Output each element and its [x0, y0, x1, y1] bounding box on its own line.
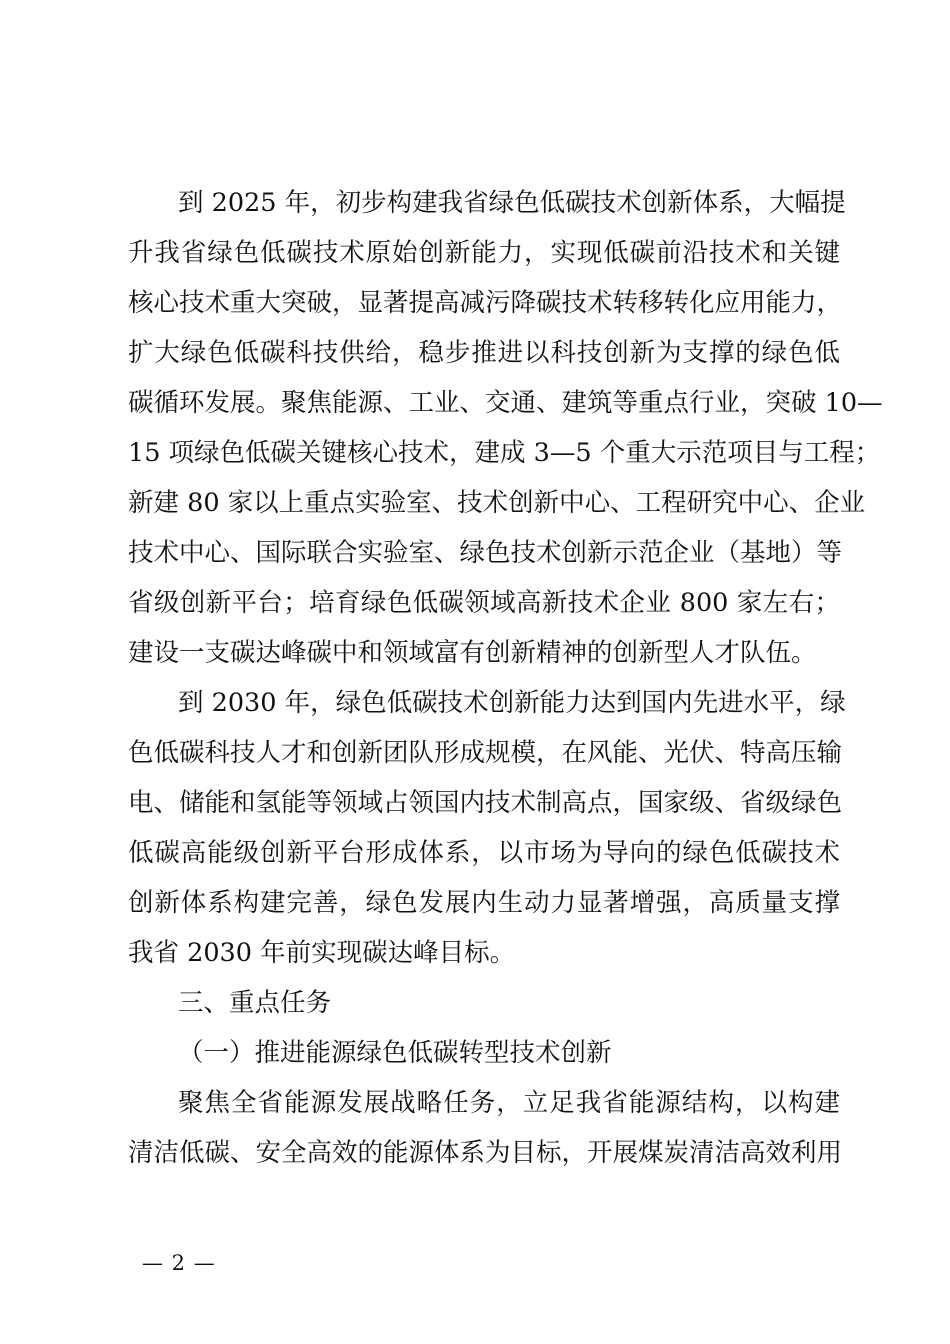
- paragraph-2030-line-3: 电、储能和氢能等领域占领国内技术制高点，国家级、省级绿色: [128, 788, 843, 818]
- paragraph-2025-line-5: 碳循环发展。聚焦能源、工业、交通、建筑等重点行业，突破 10—: [128, 388, 883, 418]
- page-number: — 2 —: [142, 1251, 216, 1275]
- paragraph-2025-line-9: 省级创新平台；培育绿色低碳领域高新技术企业 800 家左右；: [128, 588, 840, 618]
- subsection-heading: （一）推进能源绿色低碳转型技术创新: [178, 1038, 612, 1068]
- section-heading: 三、重点任务: [178, 988, 332, 1018]
- paragraph-energy-line-1: 聚焦全省能源发展战略任务，立足我省能源结构，以构建: [178, 1088, 840, 1118]
- paragraph-2030-line-2: 色低碳科技人才和创新团队形成规模，在风能、光伏、特高压输: [128, 738, 843, 768]
- paragraph-energy-line-2: 清洁低碳、安全高效的能源体系为目标，开展煤炭清洁高效利用: [128, 1138, 843, 1168]
- paragraph-2030-line-4: 低碳高能级创新平台形成体系，以市场为导向的绿色低碳技术: [128, 838, 840, 868]
- paragraph-2030-line-1: 到 2030 年，绿色低碳技术创新能力达到国内先进水平，绿: [178, 688, 846, 718]
- paragraph-2025-line-6: 15 项绿色低碳关键核心技术，建成 3—5 个重大示范项目与工程；: [128, 438, 881, 468]
- paragraph-2025-line-3: 核心技术重大突破，显著提高减污降碳技术转移转化应用能力，: [128, 288, 843, 318]
- paragraph-2025-line-1: 到 2025 年，初步构建我省绿色低碳技术创新体系，大幅提: [178, 188, 846, 218]
- paragraph-2025-line-7: 新建 80 家以上重点实验室、技术创新中心、工程研究中心、企业: [128, 488, 866, 518]
- paragraph-2030-line-6: 我省 2030 年前实现碳达峰目标。: [128, 938, 516, 968]
- paragraph-2025-line-4: 扩大绿色低碳科技供给，稳步推进以科技创新为支撑的绿色低: [128, 338, 840, 368]
- paragraph-2025-line-10: 建设一支碳达峰碳中和领域富有创新精神的创新型人才队伍。: [128, 638, 817, 668]
- paragraph-2030-line-5: 创新体系构建完善，绿色发展内生动力显著增强，高质量支撑: [128, 888, 840, 918]
- paragraph-2025-line-2: 升我省绿色低碳技术原始创新能力，实现低碳前沿技术和关键: [128, 238, 840, 268]
- body-text: [128, 178, 883, 1178]
- paragraph-2025-line-8: 技术中心、国际联合实验室、绿色技术创新示范企业（基地）等: [128, 538, 843, 568]
